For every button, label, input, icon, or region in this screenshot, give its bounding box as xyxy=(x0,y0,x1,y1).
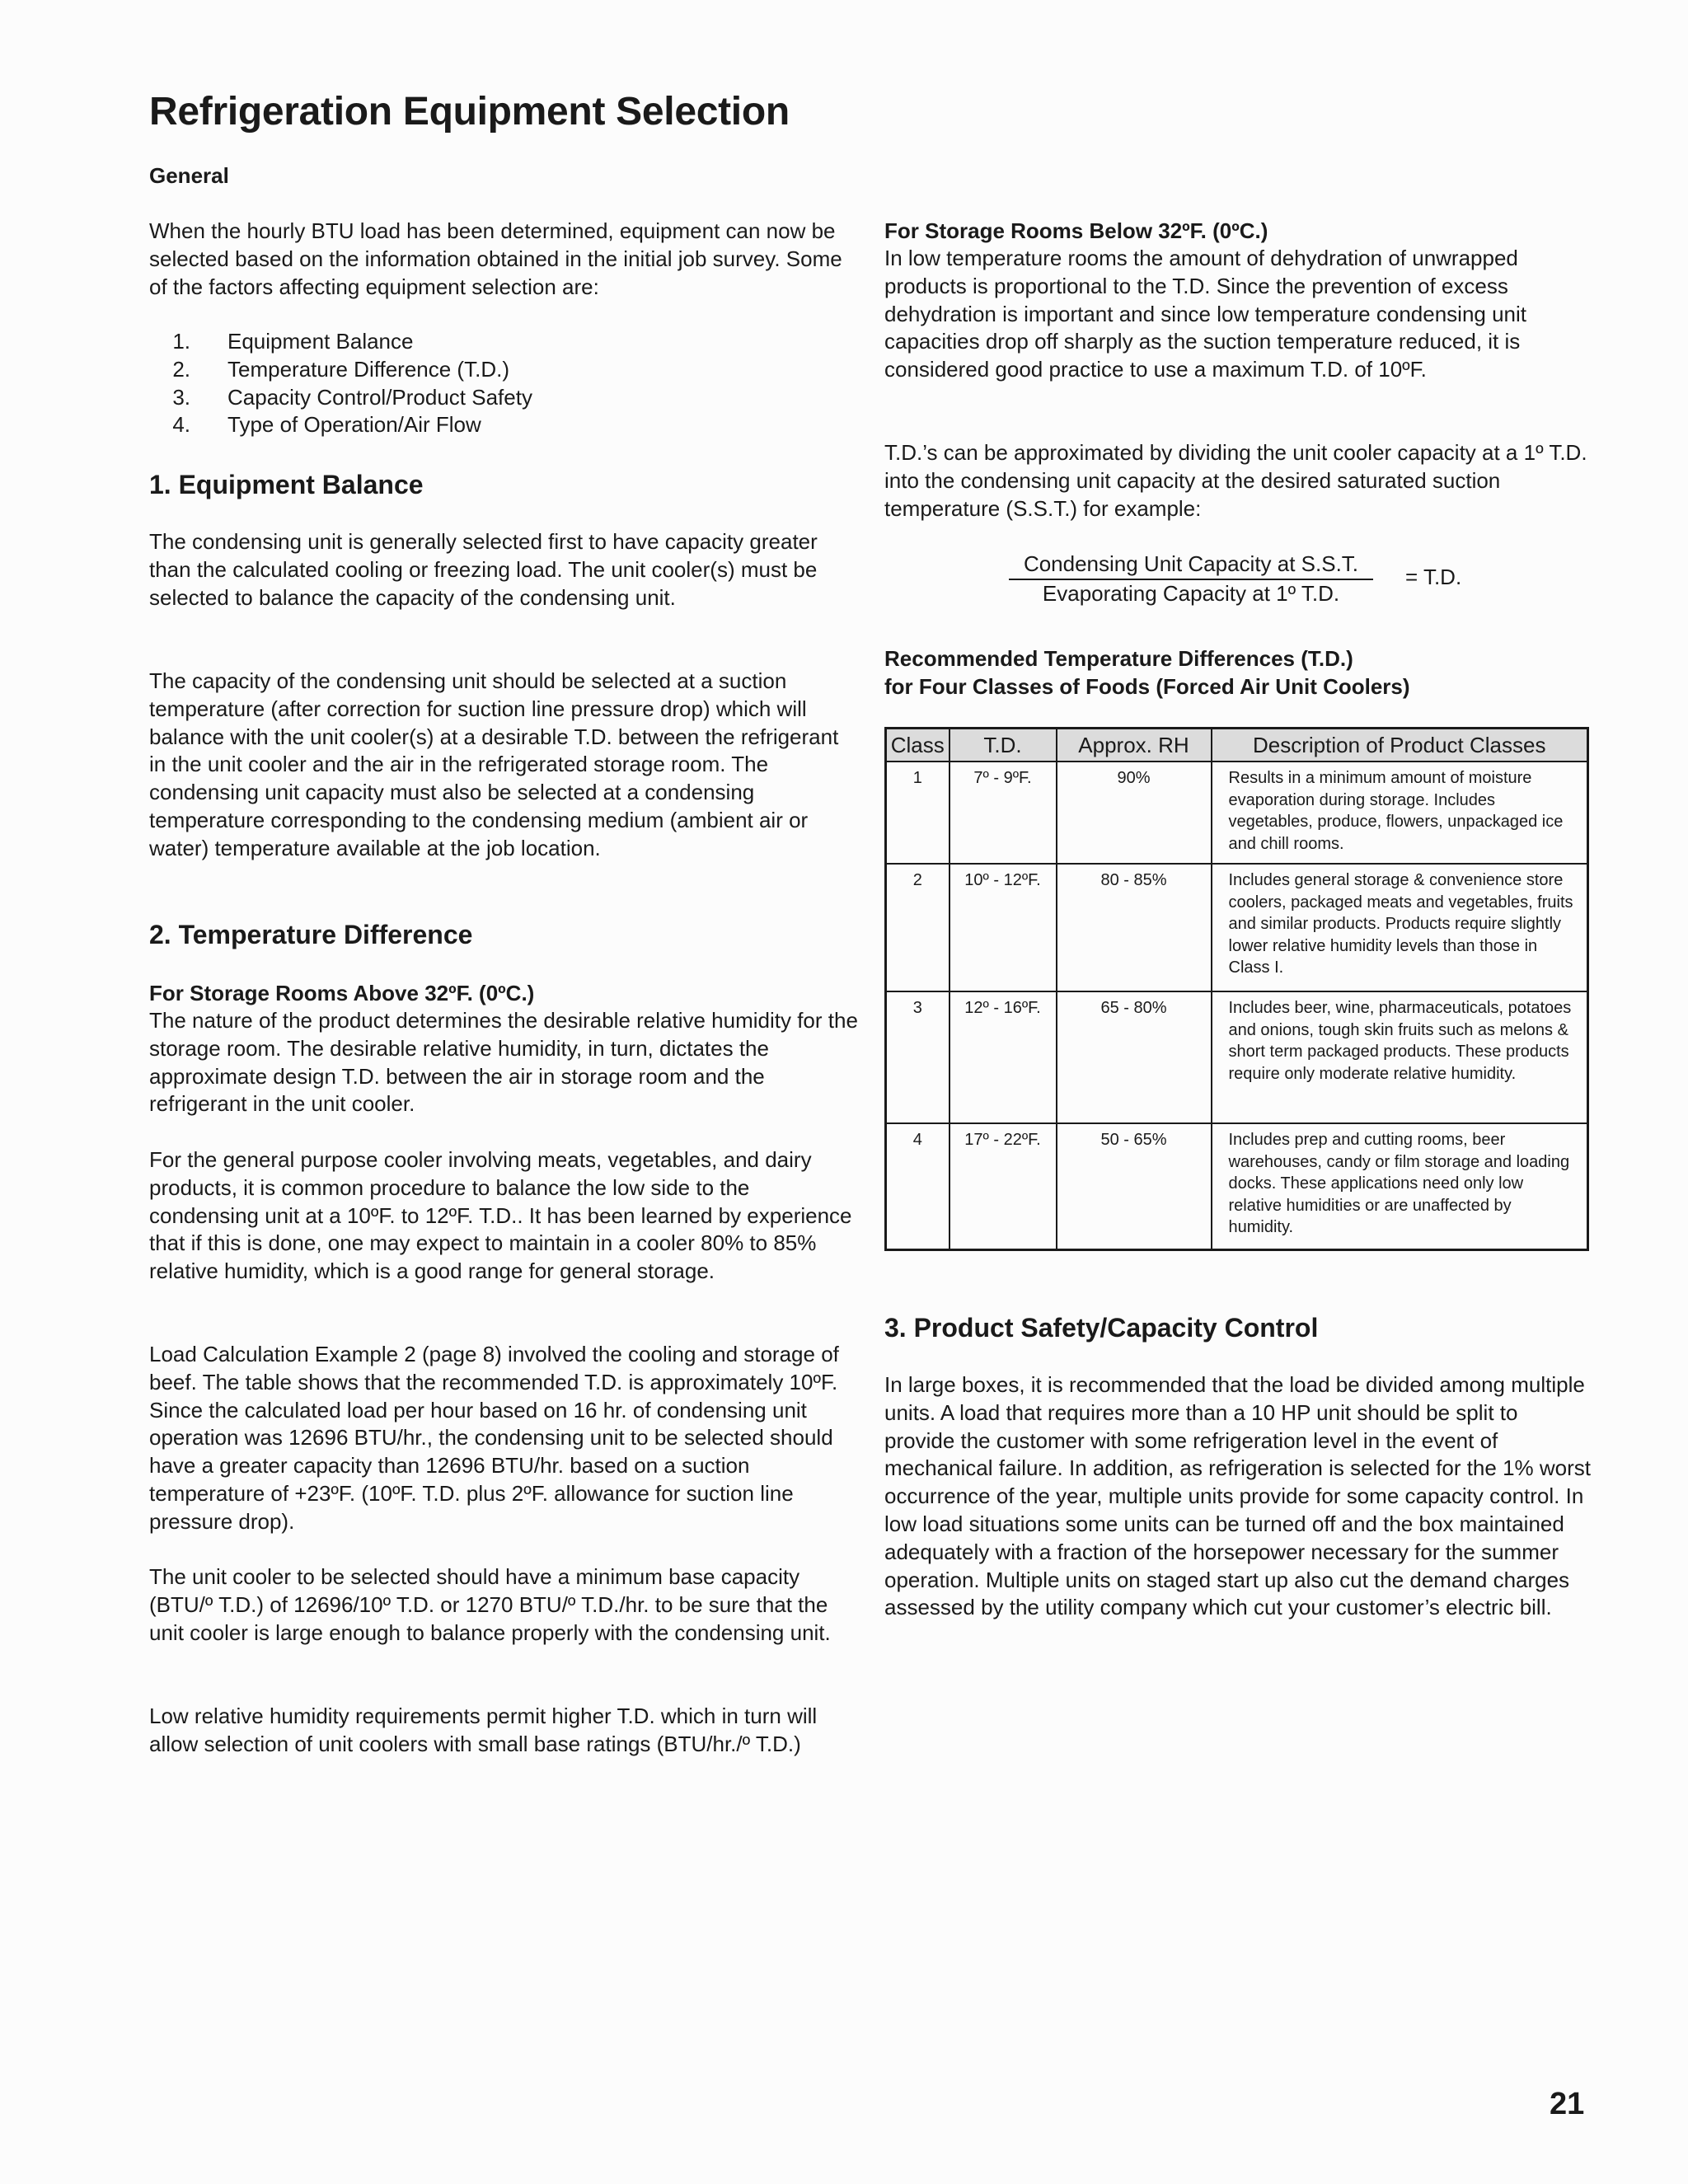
table-header-row xyxy=(886,729,1588,762)
table-row xyxy=(886,991,1588,1123)
above-32-p3: Load Calculation Example 2 (page 8) involved the cooling and storage of beef. The table shows that the recommended T.D. is approximately 10ºF. Since the calculated load per hour based on 16 hr. of condensing unit operation was 12696 BTU/hr., the condensing unit to be selected should have a greater capacity than 12696 BTU/hr. based on a suction temperature of +23ºF. (10ºF. T.D. plus 2ºF. allowance for suction line pressure drop). xyxy=(149,1342,839,1534)
list-item: 1. Equipment Balance xyxy=(172,329,414,354)
cell-rh: 50 - 65% xyxy=(1057,1123,1212,1249)
below-32-p2: T.D.’s can be approximated by dividing the unit cooler capacity at a 1º T.D. into the condensing unit capacity at the desired saturated suction temperature (S.S.T.) for example: xyxy=(884,440,1587,521)
cell-class: 1 xyxy=(912,769,922,787)
table-row xyxy=(886,1123,1588,1249)
list-item: 3. Capacity Control/Product Safety xyxy=(172,384,532,410)
list-item: 2. Temperature Difference (T.D.) xyxy=(172,356,509,382)
general-intro: When the hourly BTU load has been determined, equipment can now be selected based on the information obtained in the initial job survey. Some of the factors affecting equipment selection are: xyxy=(149,218,842,299)
cell-class: 3 xyxy=(886,991,950,1123)
equipment-balance-heading: 1. Equipment Balance xyxy=(149,470,424,499)
header-description: Description of Product Classes xyxy=(1212,729,1588,762)
cell-td: 12º - 16ºF. xyxy=(950,991,1057,1123)
cell-td: 10º - 12ºF. xyxy=(950,864,1057,991)
below-32-p1: In low temperature rooms the amount of dehydration of unwrapped products is proportional to the T.D. Since the prevention of excess dehydration is important and since low temperature condensing unit capacities drop off sharply as the suction temperature reduced, it is considered good practice to use a maximum T.D. of 10ºF. xyxy=(884,246,1527,382)
list-item: 4. Type of Operation/Air Flow xyxy=(172,412,481,438)
formula-result: = T.D. xyxy=(1405,565,1462,589)
td-table xyxy=(884,727,1589,1251)
cell-description: Results in a minimum amount of moisture evaporation during storage. Includes vegetables, produce, flowers, unpackaged ice and chill rooms. xyxy=(1212,762,1588,864)
table-title-line1: Recommended Temperature Differences (T.D.) xyxy=(884,646,1353,671)
header-class: Class xyxy=(886,729,950,762)
cell-description: Includes beer, wine, pharmaceuticals, potatoes and onions, tough skin fruits such as melons & short term packaged products. These products require only moderate relative humidity. xyxy=(1212,991,1588,1123)
table-title-line2: for Four Classes of Foods (Forced Air Unit Coolers) xyxy=(884,674,1410,699)
equipment-balance-p2: The capacity of the condensing unit should be selected at a suction temperature (after correction for suction line pressure drop) which will balance with the unit cooler(s) at a desirable T.D. between the refrigerant in the unit cooler and the air in the refrigerated storage room. The condensing unit capacity must also be selected at a condensing temperature corresponding to the condensing medium (ambient air or water) temperature available at the job location. xyxy=(149,668,839,860)
above-32-p2: For the general purpose cooler involving meats, vegetables, and dairy products, it is common procedure to balance the low side to the condensing unit at a 10ºF. to 12ºF. T.D.. It has been learned by experience that if this is done, one may expect to maintain in a cooler 80% to 85% relative humidity, which is a good range for general storage. xyxy=(149,1147,852,1284)
temperature-difference-heading: 2. Temperature Difference xyxy=(149,920,473,949)
header-rh: Approx. RH xyxy=(1057,729,1212,762)
cell-class: 2 xyxy=(886,864,950,991)
above-32-p5: Low relative humidity requirements permit higher T.D. which in turn will allow selection of unit coolers with small base ratings (BTU/hr./º T.D.) xyxy=(149,1704,818,1756)
cell-rh: 90% xyxy=(1057,762,1212,864)
cell-description: Includes prep and cutting rooms, beer warehouses, candy or film storage and loading docks. These applications need only low relative humidities or are unaffected by humidity. xyxy=(1212,1123,1588,1249)
product-safety-p1: In large boxes, it is recommended that the load be divided among multiple units. A load that requires more than a 10 HP unit should be split to provide the customer with some refrigeration level in the event of mechanical failure. In addition, as refrigeration is selected for the 1% worst occurrence of the year, multiple units provide for some capacity control. In low load situations some units can be turned off and the box maintained adequately with a fraction of the horsepower necessary for the summer operation. Multiple units on staged start up also cut the demand charges assessed by the utility company which cut your customer’s electric bill. xyxy=(884,1372,1591,1620)
formula-numerator: Condensing Unit Capacity at S.S.T. xyxy=(1009,551,1373,580)
factor-list xyxy=(149,328,858,439)
below-32-heading: For Storage Rooms Below 32ºF. (0ºC.) xyxy=(884,218,1268,243)
above-32-p4: The unit cooler to be selected should have a minimum base capacity (BTU/º T.D.) of 12696/10º T.D. or 1270 BTU/º T.D./hr. to be sure that the unit cooler is large enough to balance properly with the condensing unit. xyxy=(149,1564,831,1645)
product-safety-heading: 3. Product Safety/Capacity Control xyxy=(884,1313,1319,1343)
equipment-balance-p1: The condensing unit is generally selected first to have capacity greater than the calculated cooling or freezing load. The unit cooler(s) must be selected to balance the capacity of the condensing unit. xyxy=(149,529,818,610)
td-formula xyxy=(884,551,1593,610)
formula-denominator: Evaporating Capacity at 1º T.D. xyxy=(1042,581,1340,606)
header-td: T.D. xyxy=(950,729,1057,762)
page-number: 21 xyxy=(1550,2087,1585,2121)
above-32-p1: The nature of the product determines the desirable relative humidity for the storage room. The desirable relative humidity, in turn, dictates the approximate design T.D. between the air in storage room and the refrigerant in the unit cooler. xyxy=(149,1008,858,1117)
page-title: Refrigeration Equipment Selection xyxy=(149,90,790,134)
table-row xyxy=(886,762,1588,864)
cell-td: 7º - 9ºF. xyxy=(950,762,1057,864)
cell-td: 17º - 22ºF. xyxy=(950,1123,1057,1249)
cell-rh: 80 - 85% xyxy=(1057,864,1212,991)
general-heading: General xyxy=(149,163,229,188)
cell-rh: 65 - 80% xyxy=(1057,991,1212,1123)
table-row xyxy=(886,864,1588,991)
cell-description: Includes general storage & convenience store coolers, packaged meats and vegetables, fruits and similar products. Products require slightly lower relative humidity levels than those in Class I. xyxy=(1212,864,1588,991)
cell-class: 4 xyxy=(886,1123,950,1249)
above-32-heading: For Storage Rooms Above 32ºF. (0ºC.) xyxy=(149,981,535,1005)
